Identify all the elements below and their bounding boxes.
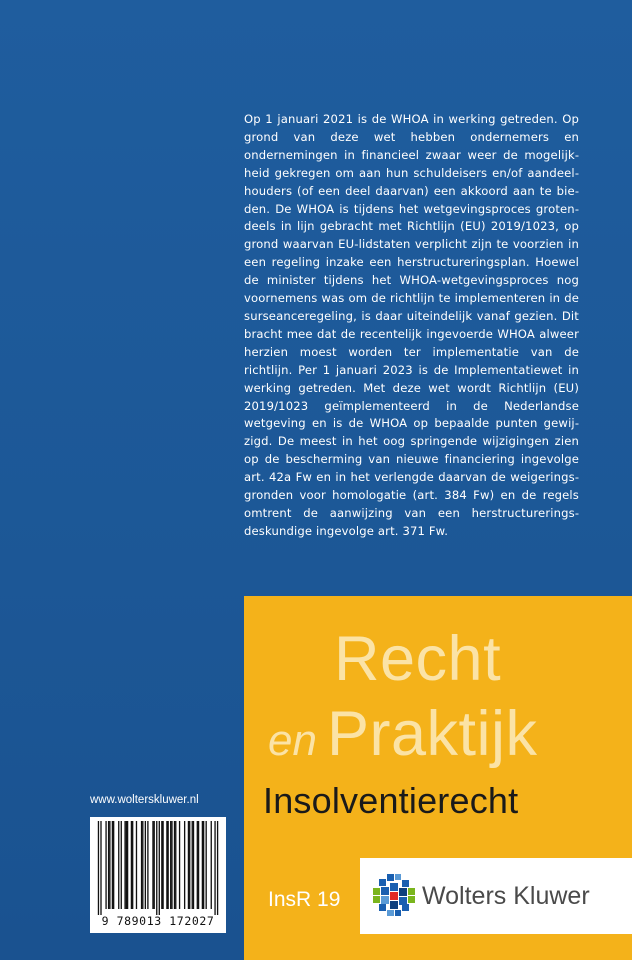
barcode-bar	[154, 821, 155, 909]
barcode-bar	[161, 821, 162, 909]
barcode-bars	[94, 821, 222, 915]
barcode-bar	[197, 821, 198, 909]
barcode-bar	[162, 821, 163, 909]
barcode-bar	[202, 821, 203, 909]
publisher-logo-box	[360, 858, 632, 934]
series-code: InsR 19	[268, 888, 341, 911]
barcode-bar	[206, 821, 207, 909]
barcode-bar	[175, 821, 176, 909]
barcode-bar	[132, 821, 133, 909]
subject-title: Insolventierecht	[263, 780, 519, 821]
barcode-bar	[118, 821, 119, 909]
barcode-bar	[142, 821, 143, 909]
barcode-bar	[198, 821, 199, 909]
wolters-kluwer-mosaic-icon	[372, 873, 416, 917]
barcode-bar	[166, 821, 167, 909]
barcode-bar	[127, 821, 128, 909]
blurb-text: Op 1 januari 2021 is de WHOA in werking getreden. Op grond van deze wet hebben ondernemers en ondernemingen in financieel zwaar weer de mogelijkheid gekregen om aan hun schuldeisers en/of aandeelhouders (of een deel daarvan) een akkoord aan te bieden. De WHOA is tijdens het wetgevingsproces grotendeels in lijn gebracht met Richtlijn (EU) 2019/1023, op grond waarvan EU-lidstaten verplicht zijn te voorzien in een regeling inzake een herstructureringsplan. Hoewel de minister tijdens het WHOA-wetgevingsproces nog voornemens was om de richtlijn te implementeren in de surseanceregeling, is daar uiteindelijk vanaf gezien. Dit bracht mee dat de recentelijk ingevoerde WHOA alweer herzien moest worden ter implementatie van de richtlijn. Per 1 januari 2023 is de Implementatiewet in werking getreden. Met deze wet wordt Richtlijn (EU) 2019/1023 geïmplementeerd in de Nederlandse wetgeving en is de WHOA op bepaalde punten gewijzigd. De meest in het oog springende wijzigingen zien op de bescherming van nieuwe financiering ingevolge art. 42a Fw en in het verlengde daarvan de weigeringsgronden voor homologatie (art. 384 Fw) en de regels omtrent de aanwijzing van een herstructureringsdeskundige ingevolge art. 371 Fw.	[244, 112, 579, 538]
barcode-bar	[189, 821, 190, 909]
barcode-bar	[121, 821, 122, 909]
barcode-bar	[184, 821, 185, 909]
barcode-bar	[193, 821, 194, 909]
barcode-bar	[211, 821, 212, 909]
series-title-line2	[268, 698, 538, 787]
barcode-bar	[141, 821, 142, 909]
barcode-bar	[126, 821, 127, 909]
barcode-bar	[168, 821, 169, 909]
barcode-bar	[170, 821, 171, 909]
barcode-bar	[109, 821, 110, 909]
barcode-bar	[171, 821, 172, 909]
series-title-praktijk: Praktijk	[326, 699, 538, 769]
series-title-en: en	[268, 716, 317, 765]
barcode-bar	[174, 821, 175, 909]
barcode-bar	[179, 821, 180, 909]
barcode-bar	[131, 821, 132, 909]
barcode-bar	[136, 821, 137, 909]
barcode-bar	[108, 821, 109, 909]
barcode-bar	[152, 821, 153, 909]
barcode-bar	[203, 821, 204, 909]
barcode-bar	[156, 821, 157, 915]
barcode-bar	[147, 821, 148, 909]
publisher-website: www.wolterskluwer.nl	[90, 794, 199, 806]
series-title-recht: Recht	[334, 624, 502, 694]
barcode-bar	[113, 821, 114, 909]
barcode-bar	[105, 821, 106, 909]
barcode-bar	[217, 821, 218, 915]
barcode-bar	[188, 821, 189, 909]
barcode-bar	[124, 821, 125, 909]
publisher-name: Wolters Kluwer	[422, 882, 590, 910]
barcode-bar	[214, 821, 215, 915]
isbn-number: 9 789013 172027	[101, 914, 215, 928]
barcode-bar	[100, 821, 101, 915]
barcode-bar	[98, 821, 99, 915]
barcode-bar	[145, 821, 146, 909]
barcode	[90, 817, 226, 933]
barcode-bar	[112, 821, 113, 909]
barcode-bar	[159, 821, 160, 915]
barcode-bar	[192, 821, 193, 909]
